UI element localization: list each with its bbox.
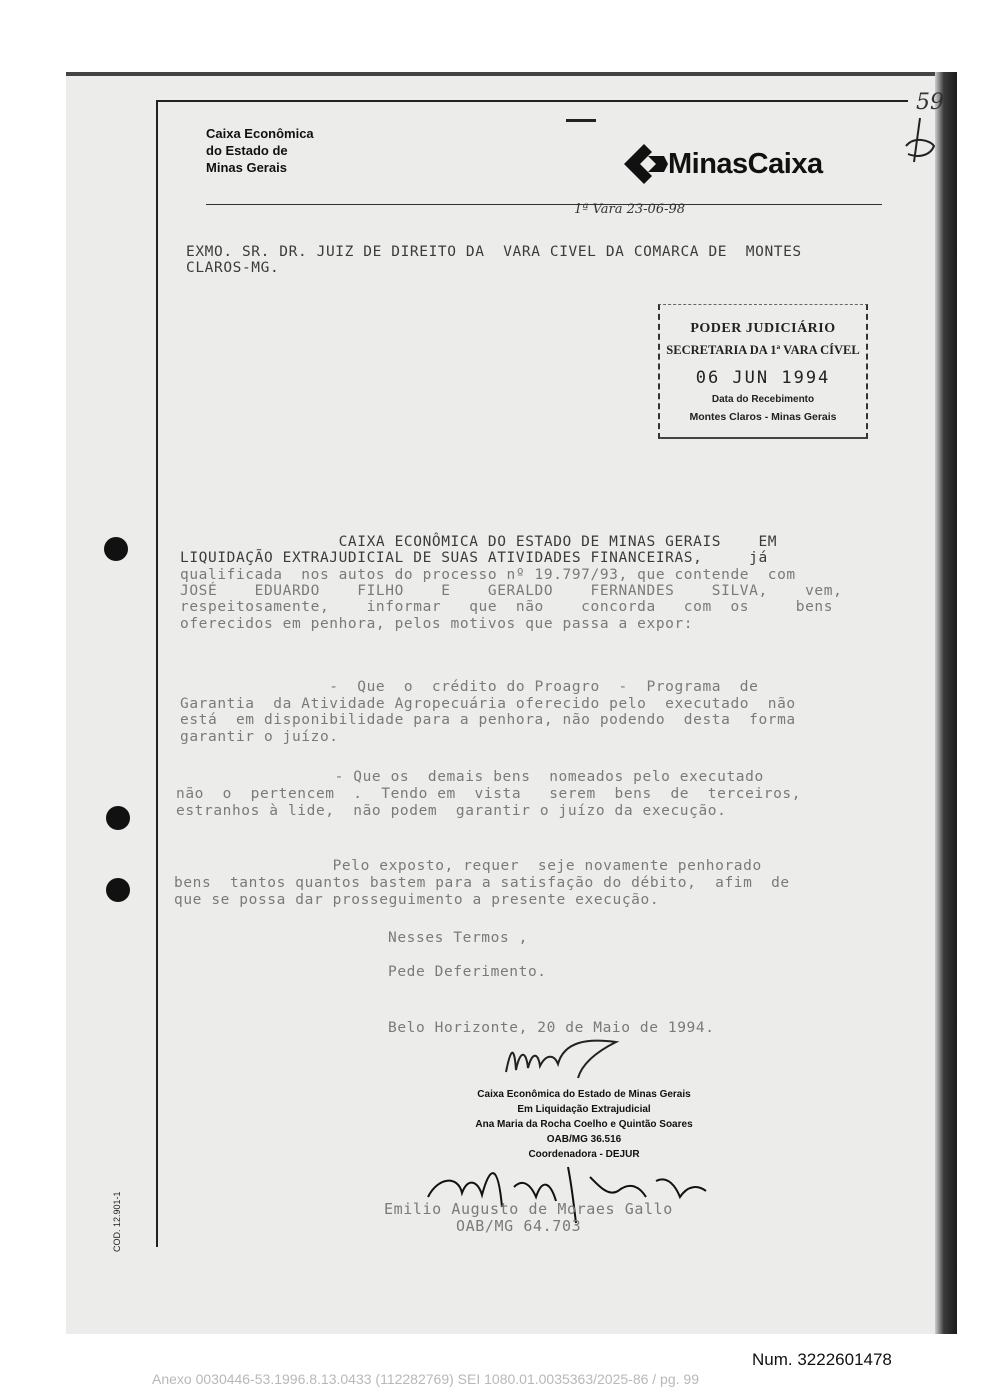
signature-stamp-line: Ana Maria da Rocha Coelho e Quintão Soares — [475, 1119, 693, 1130]
body-line: garantir o juízo. — [180, 729, 339, 745]
body-line: Pelo exposto, requer seje novamente penhorado — [174, 858, 762, 874]
bank-name — [206, 125, 314, 176]
receipt-stamp — [658, 304, 868, 439]
document-number: Num. 3222601478 — [752, 1350, 892, 1369]
annex-reference: Anexo 0030446-53.1996.8.13.0433 (112282769) SEI 1080.01.0035363/2025-86 / pg. 99 — [152, 1371, 699, 1387]
bank-name-line: do Estado de — [206, 143, 288, 158]
coordinator-signature — [496, 1032, 646, 1082]
attorney-name: Emilio Augusto de Moraes Gallo — [384, 1200, 673, 1218]
bank-name-line: Minas Gerais — [206, 160, 287, 175]
stamp-line: Montes Claros - Minas Gerais — [689, 411, 837, 423]
closing-line: Nesses Termos , — [388, 930, 528, 946]
body-line: respeitosamente, informar que não concorda com os bens — [180, 599, 834, 615]
body-line: - Que o crédito do Proagro - Programa de — [180, 679, 759, 695]
closing-line: Pede Deferimento. — [388, 964, 547, 980]
letterhead-rule — [206, 204, 882, 205]
logo-text: MinasCaixa — [668, 147, 823, 180]
minascaixa-logo — [618, 142, 823, 186]
stamp-line: PODER JUDICIÁRIO — [690, 321, 836, 336]
body-line: JOSÉ EDUARDO FILHO E GERALDO FERNANDES SILVA, vem, — [180, 583, 843, 599]
body-line: qualificada nos autos do processo nº 19.797/93, que contende com — [180, 567, 796, 583]
place-date: Belo Horizonte, 20 de Maio de 1994. — [388, 1020, 715, 1036]
signature-stamp-line: OAB/MG 36.516 — [546, 1134, 622, 1145]
form-code: COD. 12.901-1 — [112, 1191, 122, 1252]
signature-stamp-line: Em Liquidação Extrajudicial — [517, 1104, 651, 1115]
scanned-letter — [66, 72, 957, 1334]
attorney-oab: OAB/MG 64.703 — [456, 1217, 582, 1235]
bank-name-line: Caixa Econômica — [206, 126, 314, 141]
addressee-line: EXMO. SR. DR. JUIZ DE DIREITO DA VARA CIVEL DA COMARCA DE MONTES — [186, 244, 802, 260]
body-line: estranhos à lide, não podem garantir o juízo da execução. — [176, 803, 727, 819]
body-line: está em disponibilidade para a penhora, não podendo desta forma — [180, 712, 796, 728]
handwritten-annotation: 1ª Vara 23-06-98 — [574, 202, 686, 217]
body-line: oferecidos em penhora, pelos motivos que passa a expor: — [180, 616, 694, 632]
stamp-line: Data do Recebimento — [711, 394, 815, 405]
stamp-line: SECRETARIA DA 1ª VARA CÍVEL — [666, 343, 860, 357]
body-line: não o pertencem . Tendo em vista serem bens de terceiros, — [176, 786, 802, 802]
minascaixa-logo-icon — [618, 142, 670, 186]
body-line: bens tantos quantos bastem para a satisfação do débito, afim de — [174, 875, 790, 891]
signature-stamp-line: Caixa Econômica do Estado de Minas Gerais — [477, 1089, 691, 1100]
handwritten-page-number: 59 — [916, 90, 944, 115]
stamp-date: 06 JUN 1994 — [695, 368, 831, 388]
signature-stamp — [434, 1087, 734, 1162]
punch-hole — [104, 537, 128, 561]
scan-right-edge — [935, 72, 957, 1334]
body-line: que se possa dar prosseguimento a presente execução. — [174, 892, 660, 908]
addressee-line: CLAROS-MG. — [186, 260, 280, 276]
body-line: - Que os demais bens nomeados pelo executado — [176, 769, 764, 785]
body-line: Garantia da Atividade Agropecuária oferecido pelo executado não — [180, 696, 796, 712]
punch-hole — [106, 806, 130, 830]
scan-top-edge — [66, 72, 957, 76]
body-line: CAIXA ECONÔMICA DO ESTADO DE MINAS GERAIS EM — [180, 534, 778, 550]
signature-stamp-line: Coordenadora - DEJUR — [528, 1149, 640, 1160]
body-line: LIQUIDAÇÃO EXTRAJUDICIAL DE SUAS ATIVIDADES FINANCEIRAS, já — [180, 550, 768, 566]
top-mark — [566, 119, 596, 122]
handwritten-rubric — [900, 116, 940, 166]
punch-hole — [106, 878, 130, 902]
